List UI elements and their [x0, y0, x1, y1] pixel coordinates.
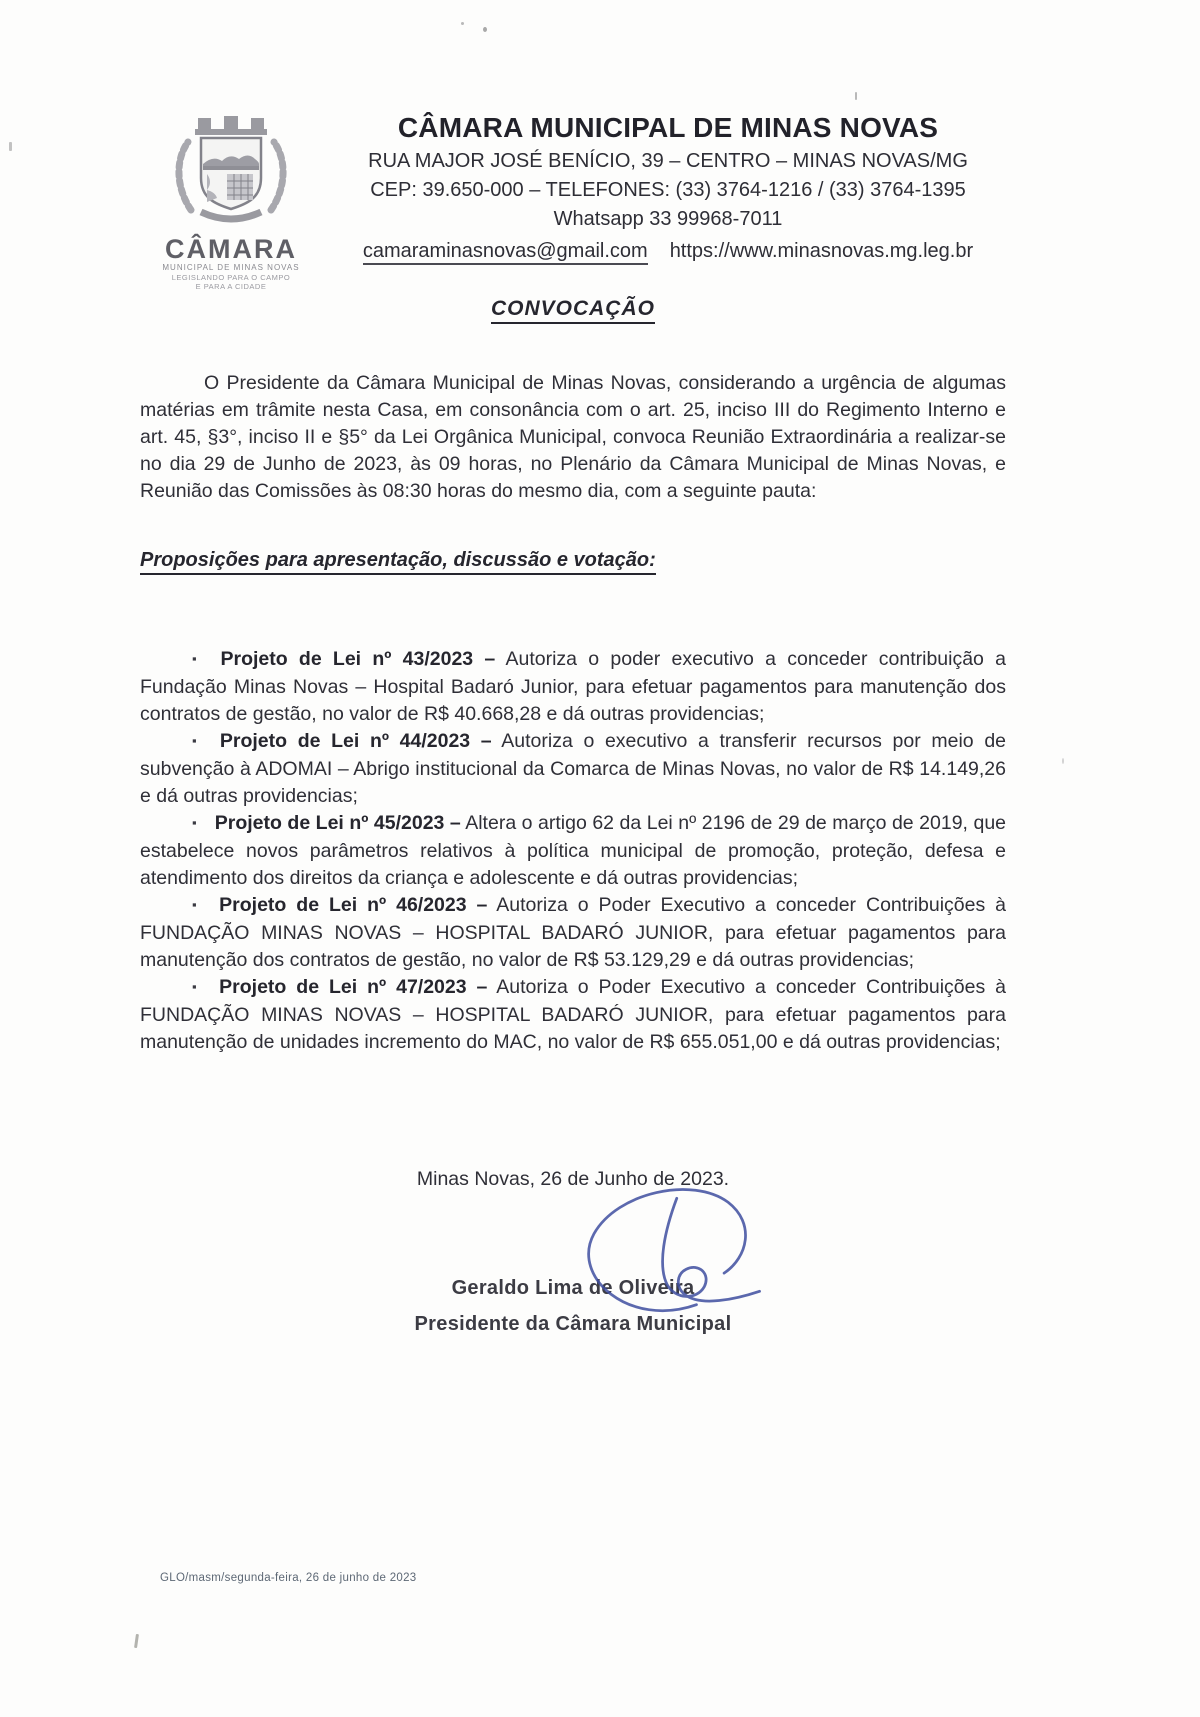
scan-speck	[855, 92, 857, 100]
agenda-item	[140, 810, 1006, 892]
letterhead-cep-phones: CEP: 39.650-000 – TELEFONES: (33) 3764-1216 / (33) 3764-1395	[370, 179, 966, 201]
logo-org-name: CÂMARA	[165, 234, 297, 264]
footer-reference-note: GLO/masm/segunda-feira, 26 de junho de 2023	[160, 1572, 417, 1584]
agenda-item-lead: Projeto de Lei nº 45/2023 –	[214, 812, 461, 834]
intro-paragraph: O Presidente da Câmara Municipal de Minas Novas, considerando a urgência de algumas matérias em trâmite nesta Casa, em consonância com o art. 25, inciso III do Regimento Interno e art. 45, §3°, inciso II e §5° da Lei Orgânica Municipal, convoca Reunião Extraordinária a realizar-se no dia 29 de Junho de 2023, às 09 horas, no Plenário da Câmara Municipal de Minas Novas, e Reunião das Comissões às 08:30 horas do mesmo dia, com a seguinte pauta:	[140, 372, 1006, 502]
document-body	[140, 297, 1006, 1336]
agenda-item-lead: Projeto de Lei nº 46/2023 –	[219, 894, 488, 916]
bullet-square-icon: ▪	[192, 815, 197, 830]
signer-title: Presidente da Câmara Municipal	[414, 1313, 732, 1335]
agenda-item-body: Autoriza o Poder Executivo a conceder Contribuições à FUNDAÇÃO MINAS NOVAS – HOSPITAL BADARÓ JUNIOR, para efetuar pagamentos para manutenção de unidades incremento do MAC, no valor de R$ 655.051,00 e dá outras providencias;	[140, 976, 1007, 1053]
letterhead-website: https://www.minasnovas.mg.leg.br	[669, 240, 974, 262]
letterhead-title: CÂMARA MUNICIPAL DE MINAS NOVAS	[397, 112, 939, 143]
logo-motto-line2: E PARA A CIDADE	[195, 282, 267, 291]
agenda-item	[140, 974, 1006, 1056]
bullet-square-icon: ▪	[192, 651, 203, 666]
document-title: CONVOCAÇÃO	[140, 297, 1006, 321]
scan-speck	[461, 22, 464, 25]
agenda-item-lead: Projeto de Lei nº 44/2023 –	[219, 730, 492, 752]
bullet-square-icon: ▪	[192, 897, 202, 912]
agenda-item-body: Autoriza o executivo a transferir recursos por meio de subvenção à ADOMAI – Abrigo institucional da Comarca de Minas Novas, no valor de R$ 14.149,26 e dá outras providencias;	[140, 730, 1007, 807]
agenda-item	[140, 728, 1006, 810]
agenda-item-body: Autoriza o poder executivo a conceder contribuição a Fundação Minas Novas – Hospital Badaró Junior, para efetuar pagamentos para manutenção dos contratos de gestão, no valor de R$ 40.668,28 e dá outras providencias;	[140, 648, 1007, 725]
agenda-item-lead: Projeto de Lei nº 47/2023 –	[219, 976, 488, 998]
agenda-item-body: Autoriza o Poder Executivo a conceder Contribuições à FUNDAÇÃO MINAS NOVAS – HOSPITAL BADARÓ JUNIOR, para efetuar pagamentos para manutenção dos contratos de gestão, no valor de R$ 53.129,29 e dá outras providencias;	[140, 894, 1007, 971]
letterhead	[322, 112, 1014, 266]
scan-speck	[483, 27, 487, 32]
municipal-coat-of-arms-logo	[146, 112, 316, 291]
handwritten-signature	[559, 1182, 764, 1322]
letterhead-address: RUA MAJOR JOSÉ BENÍCIO, 39 – CENTRO – MINAS NOVAS/MG	[368, 150, 968, 172]
agenda-item-body: Altera o artigo 62 da Lei nº 2196 de 29 de março de 2019, que estabelece novos parâmetros relativos à política municipal de promoção, proteção, defesa e atendimento dos direitos da criança e adolescente e dá outras providencias;	[140, 812, 1007, 889]
agenda-item-lead: Projeto de Lei nº 43/2023 –	[220, 648, 496, 670]
logo-org-subtitle: MUNICIPAL DE MINAS NOVAS	[162, 263, 300, 272]
signature-block	[140, 1168, 1006, 1336]
agenda-item	[140, 892, 1006, 974]
scan-speck	[1062, 758, 1064, 764]
agenda-item	[140, 646, 1006, 728]
logo-motto-line1: LEGISLANDO PARA O CAMPO	[171, 273, 291, 282]
date-line: Minas Novas, 26 de Junho de 2023.	[416, 1168, 730, 1190]
letterhead-email: camaraminasnovas@gmail.com	[363, 240, 648, 265]
scan-speck	[134, 1634, 139, 1648]
letterhead-whatsapp: Whatsapp 33 99968-7011	[553, 208, 783, 230]
coat-of-arms-icon	[146, 112, 316, 234]
signer-name: Geraldo Lima de Oliveira	[451, 1277, 695, 1299]
bullet-square-icon: ▪	[192, 979, 202, 994]
section-heading: Proposições para apresentação, discussão e votação:	[140, 549, 1006, 572]
bullet-square-icon: ▪	[192, 733, 202, 748]
scan-speck	[9, 142, 12, 151]
